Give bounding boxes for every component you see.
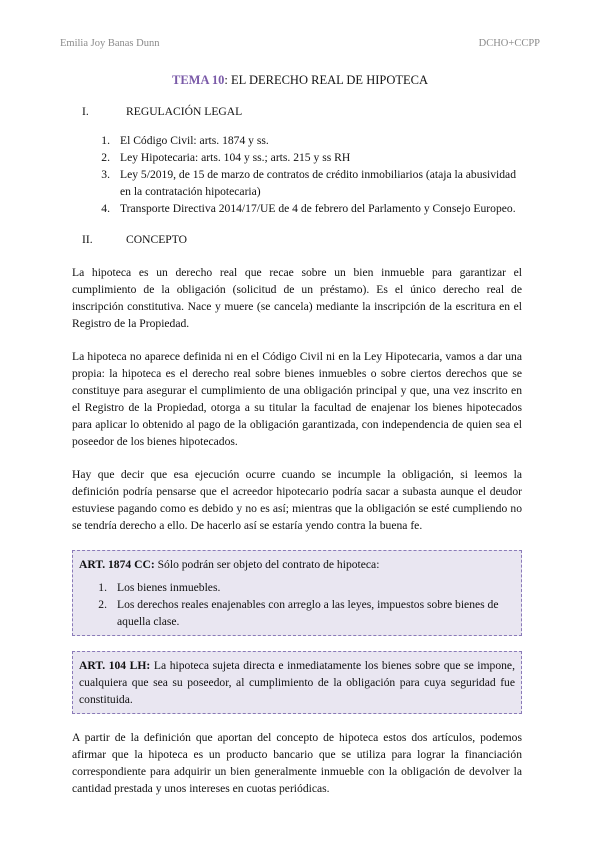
list-number: 1. (98, 581, 107, 594)
list-item (72, 149, 522, 166)
box-text: Sólo podrán ser objeto del contrato de hipoteca: (154, 558, 380, 571)
list-text: Ley 5/2019, de 15 de marzo de contratos de crédito inmobiliarios (ataja la abusividad en la contratación hipotecaria) (120, 168, 516, 198)
list-text: Los derechos reales enajenables con arreglo a las leyes, impuestos sobre bienes de aquella clase. (117, 598, 499, 628)
list-item (72, 200, 522, 217)
section-label: REGULACIÓN LEGAL (126, 105, 243, 118)
paragraph-1: La hipoteca es un derecho real que recae sobre un bien inmueble para garantizar el cumplimiento de la obligación (solicitud de un préstamo). Es el único derecho real de inscripción constitutiva. Nace y muere (se cancela) mediante la inscripción de la escritura en el Registro de la Propiedad. (72, 266, 522, 330)
box-label: ART. 104 LH: (79, 659, 151, 672)
title-text: : EL DERECHO REAL DE HIPOTECA (224, 73, 428, 87)
paragraph-3: Hay que decir que esa ejecución ocurre cuando se incumple la obligación, si leemos la definición podría pensarse que el acreedor hipotecario podría sacar a subasta aunque el deudor estuviese pagando como es debido y no es así; mientras que la obligación se esté cumpliendo no se tendría derecho a ello. De hacerlo así se estaría yendo contra la buena fe. (72, 468, 522, 532)
running-header (60, 38, 540, 49)
regulacion-list (72, 132, 522, 217)
list-number: 2. (101, 151, 110, 164)
section-label: CONCEPTO (126, 233, 187, 246)
list-text: Ley Hipotecaria: arts. 104 y ss.; arts. 215 y ss RH (120, 151, 351, 164)
section-heading-concepto (72, 231, 522, 248)
section-number: I. (82, 105, 89, 118)
paragraph-2: La hipoteca no aparece definida ni en el Código Civil ni en la Ley Hipotecaria, vamos a dar una propia: la hipoteca es el derecho real sobre bienes inmuebles o sobre ciertos derechos que se constituye para asegurar el cumplimiento de una obligación principal y que, una vez inscrito en el Registro de la Propiedad, otorga a su titular la facultad de enajenar los bienes hipotecados para aplicar lo obtenido al pago de la obligación garantizada, con independencia de quien sea el poseedor de los bienes hipotecados. (72, 350, 522, 448)
header-course: DCHO+CCPP (478, 38, 540, 49)
list-item (79, 579, 515, 596)
article-box-104-lh (72, 651, 522, 714)
article-box-1874-cc (72, 550, 522, 636)
page-title (0, 73, 600, 88)
header-author: Emilia Joy Banas Dunn (60, 38, 160, 49)
list-item (72, 132, 522, 149)
list-text: Transporte Directiva 2014/17/UE de 4 de febrero del Parlamento y Consejo Europeo. (120, 202, 516, 215)
box-label: ART. 1874 CC: (79, 558, 155, 571)
list-number: 4. (101, 202, 110, 215)
list-text: El Código Civil: arts. 1874 y ss. (120, 134, 269, 147)
list-number: 2. (98, 598, 107, 611)
document-body (72, 103, 522, 813)
title-tema: TEMA 10 (171, 73, 225, 87)
list-item (72, 166, 522, 200)
section-heading-regulacion (72, 103, 522, 120)
box-list (79, 579, 515, 630)
paragraph-4: A partir de la definición que aportan del concepto de hipoteca estos dos artículos, podemos afirmar que la hipoteca es un producto bancario que se utiliza para lograr la financiación correspondiente para adquirir un bien generalmente inmueble con la obligación de devolver la cantidad prestada y unos intereses en cuotas periódicas. (72, 731, 522, 795)
section-number: II. (82, 233, 93, 246)
list-text: Los bienes inmuebles. (117, 581, 221, 594)
list-item (79, 596, 515, 630)
list-number: 1. (101, 134, 110, 147)
box-intro (79, 556, 515, 573)
box-text: La hipoteca sujeta directa e inmediatamente los bienes sobre que se impone, cualquiera que sea su poseedor, al cumplimiento de la obligación para cuya seguridad fue constituida. (79, 659, 515, 706)
list-number: 3. (101, 168, 110, 181)
